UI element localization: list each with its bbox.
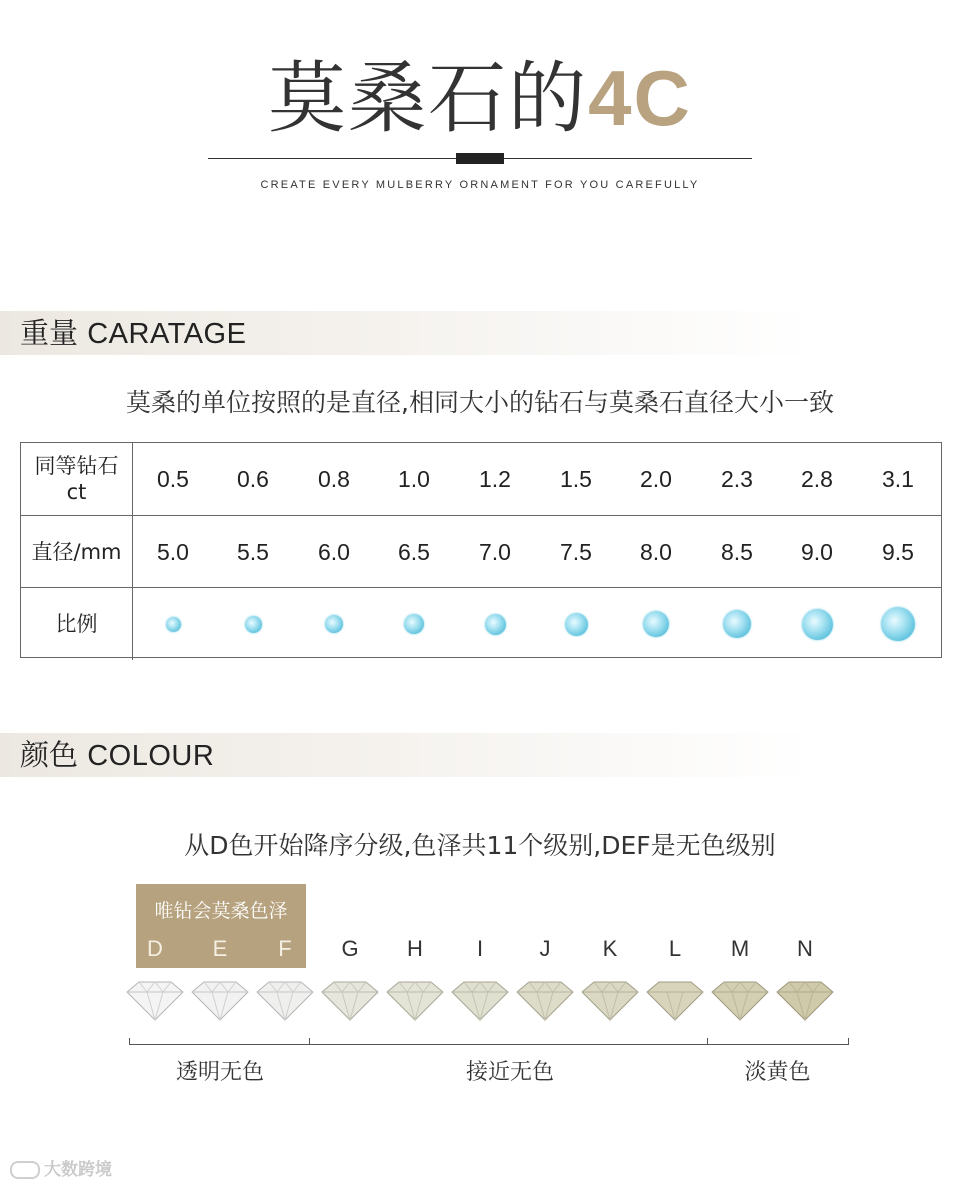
carat-header-line1: 同等钻石 [34,454,119,478]
diamond-icon [565,613,588,636]
carat-cell: 1.5 [560,465,592,492]
colour-title-en: COLOUR [87,740,215,772]
scale-cell [213,588,293,660]
scale-cell [294,588,374,660]
grade-label: E [212,936,228,961]
diameter-cell: 6.0 [318,538,350,565]
grade-label: I [476,936,484,961]
page-title-cn: 莫桑石的 [268,54,589,144]
page-title [0,48,960,149]
diamond-icon [404,614,424,634]
diamond-icon [448,978,512,1022]
colour-section-title [20,733,214,778]
scale-row-header: 比例 [21,588,133,660]
carat-cell: 2.0 [640,465,672,492]
diamond-icon [253,978,317,1022]
range-label-near-colorless: 接近无色 [465,1060,554,1085]
diameter-cell: 7.0 [479,538,511,565]
diamond-icon [773,978,837,1022]
diameter-cell: 9.0 [801,538,833,565]
grade-label: F [278,936,292,961]
carat-header-line2: ct [66,480,87,504]
diameter-cell: 8.5 [721,538,753,565]
scale-cell [455,588,535,660]
carat-cell: 0.6 [237,465,269,492]
diameter-cell: 7.5 [560,538,592,565]
scale-cell [697,588,777,660]
scale-row [21,587,941,660]
diamond-icon [123,978,187,1022]
weight-title-cn: 重量 [20,316,79,350]
colour-title-cn: 颜色 [20,738,79,772]
diamond-icon [643,611,669,637]
diamond-icon [802,609,833,640]
carat-cell: 3.1 [882,465,914,492]
diamond-icon [723,610,751,638]
diamond-icon [383,978,447,1022]
diamond-icon [485,614,506,635]
highlight-label: 唯钻会莫桑色泽 [154,900,288,922]
grade-label: J [539,936,551,961]
grade-label: H [407,936,423,961]
page-subtitle: CREATE EVERY MULBERRY ORNAMENT FOR YOU CAREFULLY [260,179,700,191]
weight-title-en: CARATAGE [87,318,247,350]
grade-label: K [602,936,618,961]
scale-tick [129,1038,130,1045]
scale-cell [777,588,857,660]
diameter-cell: 5.5 [237,538,269,565]
carat-cell: 0.8 [318,465,350,492]
diamond-icon [643,978,707,1022]
carat-cell: 2.8 [801,465,833,492]
scale-tick [707,1038,708,1045]
page-title-accent: 4C [588,54,692,142]
scale-cell [536,588,616,660]
scale-tick [848,1038,849,1045]
diamond-icon [325,615,343,633]
diameter-cell: 8.0 [640,538,672,565]
diameter-cell: 5.0 [157,538,189,565]
grade-label: N [797,936,813,961]
grade-scale-line [129,1044,849,1045]
carat-cell: 0.5 [157,465,189,492]
carat-cell: 1.2 [479,465,511,492]
carat-cell: 1.0 [398,465,430,492]
carat-cell: 2.3 [721,465,753,492]
diamond-icon [245,616,262,633]
watermark-logo-icon [10,1161,40,1179]
range-label-colorless: 透明无色 [175,1060,264,1085]
diamond-icon [188,978,252,1022]
grade-label: G [341,936,359,961]
diameter-row [21,515,941,588]
title-divider-block [456,153,504,164]
diamond-icon [513,978,577,1022]
scale-cell [616,588,696,660]
scale-cell [858,588,938,660]
carat-row [21,443,941,515]
diameter-cell: 9.5 [882,538,914,565]
diameter-cell: 6.5 [398,538,430,565]
weight-section-title [20,311,246,356]
grade-label: D [147,936,163,961]
carat-table [20,442,942,658]
diameter-row-header: 直径/mm [21,516,133,588]
scale-cell [374,588,454,660]
carat-row-header [21,443,133,515]
weight-description: 莫桑的单位按照的是直径,相同大小的钻石与莫桑石直径大小一致 [126,388,834,417]
diamond-icon [708,978,772,1022]
watermark-text: 大数跨境 [44,1160,112,1180]
grade-label: M [730,936,750,961]
colour-description: 从D色开始降序分级,色泽共11个级别,DEF是无色级别 [184,831,776,860]
range-label-faint-yellow: 淡黄色 [744,1060,811,1085]
diamond-icon [166,617,181,632]
scale-tick [309,1038,310,1045]
scale-cell [133,588,213,660]
diamond-icon [881,607,915,641]
grade-label: L [668,936,682,961]
diamond-icon [578,978,642,1022]
watermark [10,1155,112,1180]
diamond-icon [318,978,382,1022]
